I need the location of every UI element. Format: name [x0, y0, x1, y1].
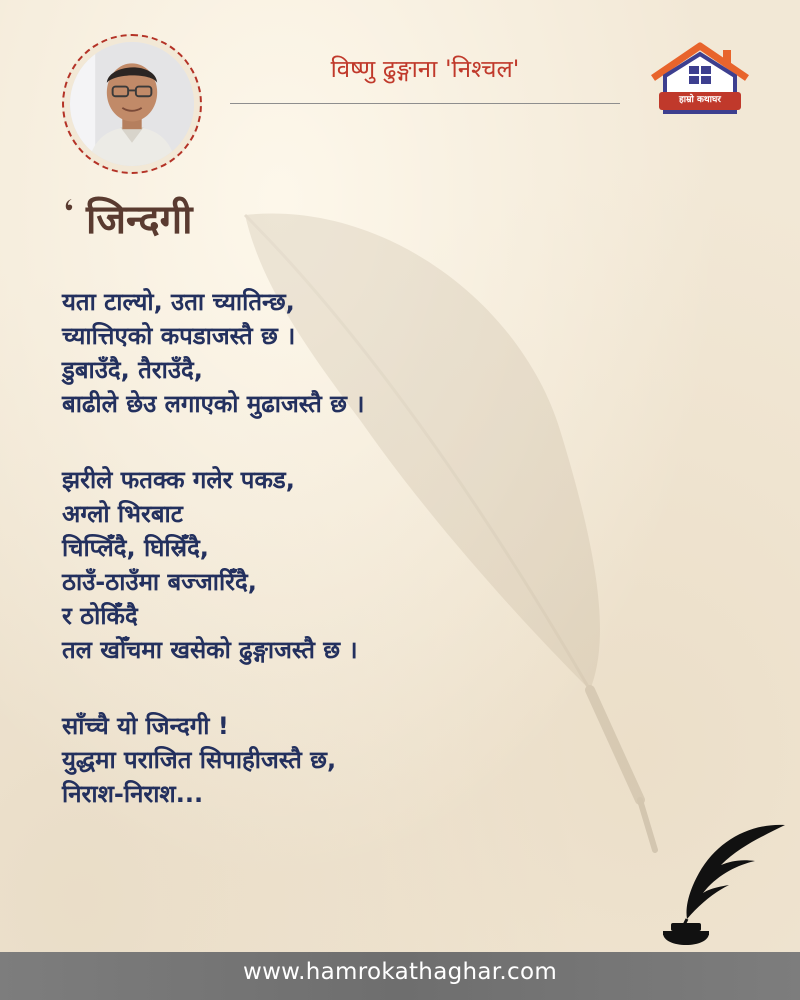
poem-line: तल खोँचमा खसेको ढुङ्गाजस्तै छ । [62, 636, 358, 664]
footer-bar [0, 952, 800, 1000]
poem-line: र ठोकिँदै [62, 602, 138, 630]
poem-line: झरीले फतक्क गलेर पकड, [62, 466, 295, 494]
stanza [62, 285, 622, 421]
author-divider [230, 103, 620, 104]
logo-text: हाम्रो कथाघर [679, 95, 721, 105]
author-avatar [62, 34, 202, 174]
poem-body [62, 285, 622, 853]
house-logo-icon [645, 42, 755, 122]
author-name: विष्णु ढुङ्गाना 'निश्चल' [330, 55, 520, 83]
website-link[interactable]: www.hamrokathaghar.com [242, 959, 558, 985]
site-logo[interactable] [645, 42, 755, 122]
poem-line: निराश-निराश... [62, 780, 204, 808]
poem-line: ठाउँ-ठाउँमा बज्जारिँदै, [62, 568, 257, 596]
stanza [62, 463, 622, 667]
poem-line: बाढीले छेउ लगाएको मुढाजस्तै छ । [62, 390, 365, 418]
poem-line: यता टाल्यो, उता च्यातिन्छ, [62, 288, 295, 316]
poem-line: च्यात्तिएको कपडाजस्तै छ । [62, 322, 296, 350]
poem-line: साँच्चै यो जिन्दगी ! [62, 712, 229, 740]
poem-title: जिन्दगी [86, 197, 193, 243]
poem-line: अग्लो भिरबाट [62, 500, 183, 528]
poem-line: युद्धमा पराजित सिपाहीजस्तै छ, [62, 746, 337, 774]
stanza [62, 709, 622, 811]
poem-line: डुबाउँदै, तैराउँदै, [62, 356, 203, 384]
poem-line: चिप्लिँदै, घिस्रिँदै, [62, 534, 209, 562]
quill-inkwell-icon [655, 815, 790, 955]
author-photo-icon [70, 42, 194, 166]
quote-mark-icon [64, 198, 74, 212]
